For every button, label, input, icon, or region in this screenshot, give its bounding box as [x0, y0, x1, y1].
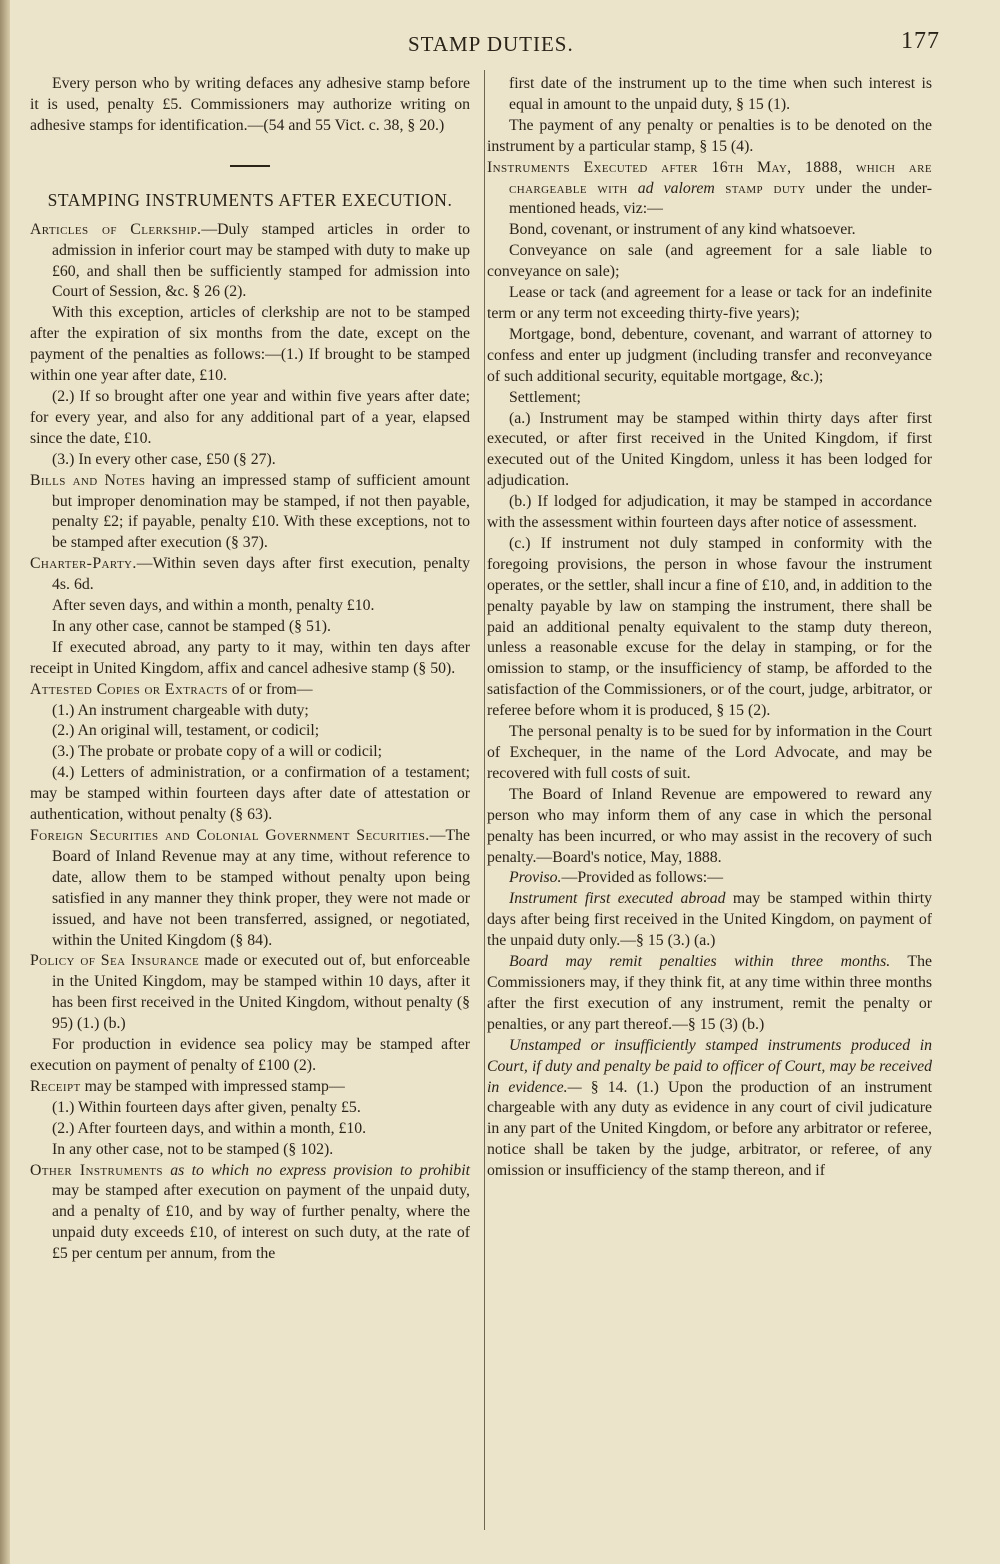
intro-paragraph: Every person who by writing defaces any adhesive stamp before it is used, penalty £5. Commissioners may authorize writing on adhesive stamps for identification.—(54 and 55 Vict. c. 38, § 20.) [30, 75, 470, 134]
entry-text: made or executed out of, but enforceable in the United Kingdom, may be stamped within 10 days, after it has been first received in the United Kingdom, without penalty (§ 95) (1.) (b.) [52, 952, 470, 1033]
clause-b: (b.) If lodged for adjudication, it may be stamped in accordance with the assessment within fourteen days after notice of assessment. [487, 493, 932, 532]
remit-paragraph [487, 952, 932, 1036]
unstamped-head: Unstamped or insufficiently stamped instruments produced in Court, if duty and penalty be paid to officer of Court, may be received in evidence.— [487, 1036, 932, 1096]
entry-text: may be stamped with impressed stamp— [80, 1077, 345, 1095]
remit-text: The Commissioners may, if they think fit, at any time within three months after the first execution of any instrument, remit the penalty or penalties, or any part thereof.—§ 15 (3) (b.) [487, 953, 932, 1033]
running-header [30, 28, 940, 60]
column-rule [484, 70, 485, 1530]
section-divider [230, 165, 270, 167]
section-title: STAMPING INSTRUMENTS AFTER EXECUTION. [47, 189, 453, 210]
entry-head: Instruments Executed after 16th May, 1888, which are chargeable with [487, 158, 932, 197]
list-item: Lease or tack (and agreement for a lease or tack for an indefinite term or any term not exceeding thirty-five years); [487, 284, 932, 322]
entry-italic: ad valorem [627, 179, 715, 197]
running-title: STAMP DUTIES. [408, 32, 574, 56]
list-item: In any other case, not to be stamped (§ 102). [52, 1140, 334, 1158]
paragraph: (3.) In every other case, £50 (§ 27). [52, 450, 276, 468]
entry-head: Charter-Party. [30, 555, 137, 573]
entry-text: under the under-mentioned heads, viz:— [509, 179, 933, 218]
entry-attested [30, 680, 470, 701]
abroad-text: may be stamped within thirty days after being first received in the United Kingdom, on payment of the unpaid duty only.—§ 15 (3.) (a.) [487, 890, 932, 950]
clause-a: (a.) Instrument may be stamped within thirty days after first executed, or after first received in the United Kingdom, if first executed out of the United Kingdom, unless it has been lodged for adjudication. [487, 409, 932, 490]
paragraph: For production in evidence sea policy may be stamped after execution on payment of penalty of £100 (2). [30, 1036, 470, 1074]
remit-head: Board may remit penalties within three months. [509, 953, 891, 971]
list-item: (2.) After fourteen days, and within a month, £10. [52, 1119, 367, 1137]
entry-bills [30, 471, 470, 555]
list-item: (4.) Letters of administration, or a confirmation of a testament; may be stamped within fourteen days after date of attestation or authentication, without penalty (§ 63). [30, 764, 470, 824]
list-item: Settlement; [509, 388, 581, 406]
page-number: 177 [901, 28, 940, 54]
entry-head: Other Instruments [30, 1161, 163, 1179]
page-gutter [0, 0, 10, 1564]
entry-text: —Duly stamped articles in order to admission in inferior court may be stamped with duty to make up £60, and shall then be sufficiently stamped for admission into Court of Session, &c. § 26 (2). [52, 220, 471, 301]
paragraph: With this exception, articles of clerkship are not to be stamped after the expiration of six months from the date, except on the payment of the penalties as follows:—(1.) If brought to be stamped within one year after date, £10. [30, 304, 470, 385]
paragraph: The Board of Inland Revenue are empowered to reward any person who may inform them of any case in which the personal penalty has been incurred, or who may assist in the recovery of such penalty.—Board's notice, May, 1888. [487, 785, 932, 866]
entry-head: Receipt [30, 1077, 81, 1095]
entry-head: Articles of Clerkship. [30, 220, 202, 238]
entry-text: having an impressed stamp of sufficient amount but improper denomination may be stamped, if not then payable, penalty £2; if payable, penalty £10. With these exceptions, not to be stamped after execution (§ 37). [52, 471, 470, 552]
entry-head: Bills and Notes [30, 471, 146, 489]
paragraph: The personal penalty is to be sued for by information in the Court of Exchequer, in the name of the Lord Advocate, and may be recovered with full costs of suit. [487, 723, 932, 782]
list-item: (1.) An instrument chargeable with duty; [52, 701, 309, 719]
entry-italic: as to which no express provision to prohibit [162, 1161, 470, 1179]
abroad-head: Instrument first executed abroad [509, 890, 726, 908]
list-item: Conveyance on sale (and agreement for a sale liable to conveyance on sale); [487, 242, 932, 281]
list-item: (3.) The probate or probate copy of a will or codicil; [52, 743, 383, 761]
entry-head: Foreign Securities and Colonial Government Securities. [30, 827, 430, 844]
paragraph: In any other case, cannot be stamped (§ 51). [52, 617, 331, 635]
entry-instruments [487, 158, 932, 221]
entry-text: —Within seven days after first execution, penalty 4s. 6d. [52, 555, 470, 594]
unstamped-paragraph [487, 1036, 932, 1182]
entry-head-2: stamp duty [714, 179, 806, 197]
list-item: (2.) An original will, testament, or codicil; [52, 722, 320, 740]
entry-articles [30, 220, 470, 304]
entry-text: of or from— [227, 680, 313, 698]
entry-other [30, 1161, 470, 1266]
unstamped-text: § 14. (1.) Upon the production of an instrument chargeable with any duty as evidence in any court of civil judicature in any part of the United Kingdom, or before any arbitrator or referee, notice shall be taken by the judge, arbitrator, or referee, of any omission or insufficiency of the stamp thereon, and if [487, 1078, 932, 1180]
entry-head: Attested Copies or Extracts [30, 680, 228, 698]
clause-c: (c.) If instrument not duly stamped in conformity with the foregoing provisions, the person in whose favour the instrument operates, or the settler, shall incur a fine of £10, and, in addition to the penalty payable by law on stamping the instrument, there shall be paid an additional penalty equivalent to the stamp duty thereon, unless a reasonable excuse for the delay in stamping, or for the omission to stamp, or the insufficiency of stamp, be afforded to the satisfaction of the Commissioners, or of the court, judge, arbitrator, or referee before whom it is produced, § 15 (2). [487, 534, 932, 720]
left-column [30, 74, 470, 1265]
proviso-head: Proviso. [509, 869, 562, 887]
paragraph: After seven days, and within a month, penalty £10. [52, 597, 375, 615]
entry-head: Policy of Sea Insurance [30, 952, 200, 970]
entry-text: —The Board of Inland Revenue may at any time, without reference to date, allow them to be stamped without penalty upon being satisfied in any manner they think proper, they were not made or issued, and have not been transferred, assigned, or negotiated, within the United Kingdom (§ 84). [52, 827, 470, 949]
proviso [487, 868, 932, 889]
entry-policy [30, 951, 470, 1035]
list-item: Mortgage, bond, debenture, covenant, and warrant of attorney to confess and enter up judgment (including transfer and reconveyance of such additional security, equitable mortgage, &c.); [487, 325, 932, 385]
entry-text: may be stamped after execution on payment of the unpaid duty, and a penalty of £10, and by way of further penalty, where the unpaid duty exceeds £10, of interest on such duty, at the rate of £5 per centum per annum, from the [52, 1182, 470, 1263]
entry-charter [30, 554, 470, 596]
entry-foreign [30, 826, 470, 951]
list-item: Bond, covenant, or instrument of any kind whatsoever. [509, 221, 856, 239]
continued-paragraph: first date of the instrument up to the time when such interest is equal in amount to the unpaid duty, § 15 (1). [509, 75, 932, 113]
paragraph: If executed abroad, any party to it may, within ten days after receipt in United Kingdom, affix and cancel adhesive stamp (§ 50). [30, 638, 470, 677]
paragraph: The payment of any penalty or penalties is to be denoted on the instrument by a particular stamp, § 15 (4). [487, 116, 932, 155]
proviso-text: —Provided as follows:— [561, 869, 723, 887]
entry-receipt [30, 1077, 470, 1098]
abroad-paragraph [487, 889, 932, 952]
paragraph: (2.) If so brought after one year and within five years after date; for every year, and also for any additional part of a year, elapsed since the date, £10. [30, 387, 470, 447]
list-item: (1.) Within fourteen days after given, penalty £5. [52, 1098, 361, 1116]
right-column [487, 74, 932, 1182]
